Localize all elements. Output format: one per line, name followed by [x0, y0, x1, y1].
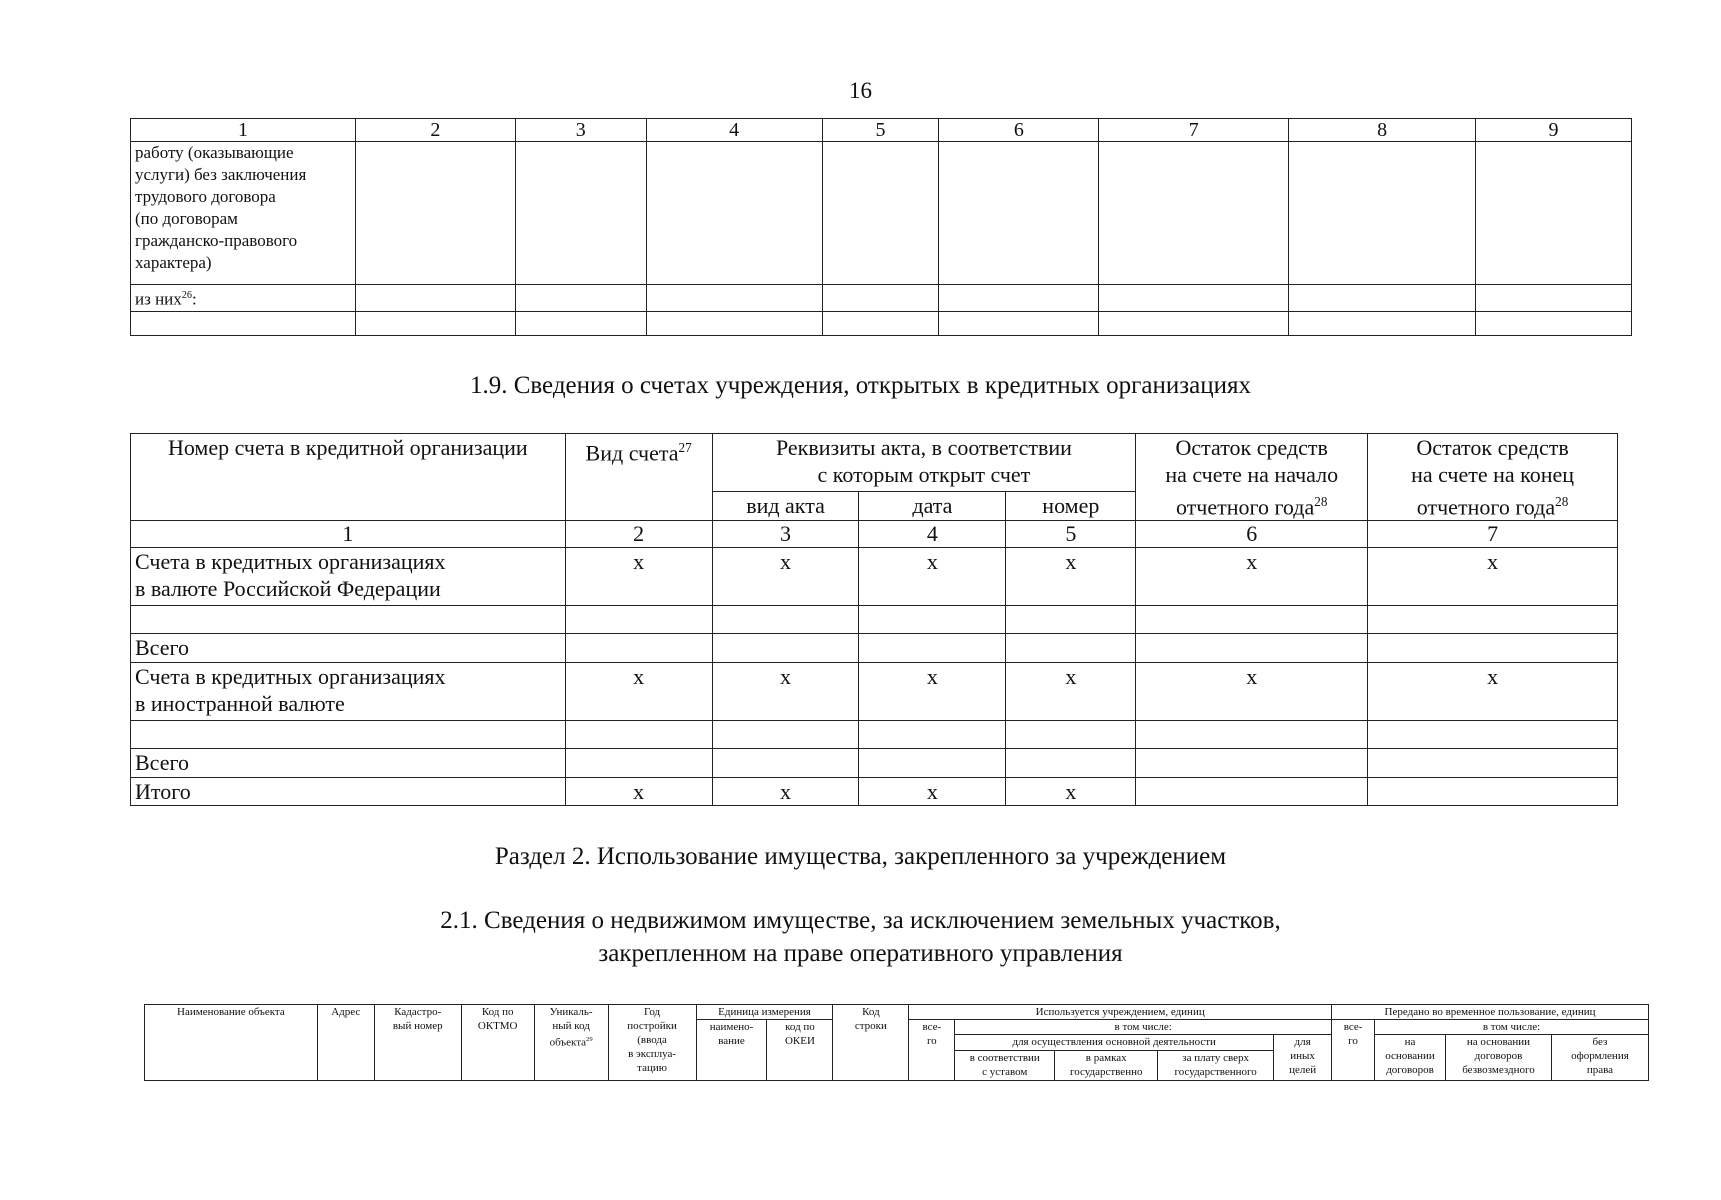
x-mark: х — [712, 548, 859, 606]
header-state-task: в рамках государственно — [1055, 1051, 1158, 1081]
x-mark: х — [565, 548, 712, 606]
x-mark: х — [1006, 778, 1136, 806]
table-row — [131, 285, 1632, 312]
header-main-activity: для осуществления основной деятельности — [955, 1035, 1274, 1051]
table-row — [131, 606, 1618, 634]
col-number: 2 — [355, 119, 515, 142]
header-act-date: дата — [859, 491, 1006, 520]
table-row — [131, 142, 1632, 285]
bank-accounts-table — [130, 433, 1618, 806]
col-number: 7 — [1099, 119, 1289, 142]
col-number: 3 — [712, 521, 859, 548]
col-number: 3 — [515, 119, 646, 142]
staff-table-continuation — [130, 118, 1632, 336]
x-mark: х — [712, 663, 859, 721]
header-account-number: Номер счета в кредитной организации — [131, 434, 566, 521]
col-number: 4 — [859, 521, 1006, 548]
row-label: из них$^{26}$: — [131, 285, 356, 312]
col-number: 2 — [565, 521, 712, 548]
row-label: Счета в кредитных организациях в валюте Российской Федерации — [131, 548, 566, 606]
header-incl-2: в том числе: — [1375, 1020, 1649, 1035]
header-act-number: номер — [1006, 491, 1136, 520]
table-header-row — [145, 1005, 1649, 1020]
header-balance-start: Остаток средств на счете на начало отчетного года$^{28}$ — [1136, 434, 1368, 521]
col-number: 4 — [646, 119, 822, 142]
table-header-row — [131, 434, 1618, 492]
header-incl: в том числе: — [955, 1020, 1332, 1035]
col-number: 7 — [1368, 521, 1618, 548]
col-number: 9 — [1476, 119, 1632, 142]
row-label: Итого — [131, 778, 566, 806]
section-title-2: Раздел 2. Использование имущества, закрепленного за учреждением — [494, 843, 1227, 870]
table-row — [131, 663, 1618, 721]
col-number: 5 — [1006, 521, 1136, 548]
header-charter: в соответствии с уставом — [955, 1051, 1055, 1081]
table-row — [131, 721, 1618, 749]
col-number: 8 — [1289, 119, 1476, 142]
header-unit-name: наимено- вание — [696, 1020, 767, 1081]
table-row — [131, 634, 1618, 663]
col-number: 1 — [131, 119, 356, 142]
page-number: 16 — [849, 78, 872, 103]
col-number: 5 — [822, 119, 939, 142]
table-row — [131, 548, 1618, 606]
col-number: 6 — [1136, 521, 1368, 548]
x-mark: х — [859, 548, 1006, 606]
header-balance-end: Остаток средств на счете на конец отчетного года$^{28}$ — [1368, 434, 1618, 521]
header-free-contracts: на основании договоров безвозмездного — [1446, 1035, 1552, 1081]
row-label: Всего — [131, 634, 566, 663]
x-mark: х — [565, 663, 712, 721]
header-act-requisites: Реквизиты акта, в соответствии с которым открыт счет — [712, 434, 1136, 492]
section-subtitle-2-1: 2.1. Сведения о недвижимом имуществе, за исключением земельных участков, закрепленном на праве оперативного управления — [440, 907, 1281, 967]
x-mark: х — [859, 778, 1006, 806]
x-mark: х — [1368, 548, 1618, 606]
x-mark: х — [1368, 663, 1618, 721]
header-transferred: Передано во временное пользование, единиц — [1332, 1005, 1649, 1020]
header-cadastral: Кадастро- вый номер — [374, 1005, 461, 1081]
x-mark: х — [1006, 548, 1136, 606]
real-estate-table — [144, 1004, 1649, 1081]
header-transferred-total: все- го — [1332, 1020, 1375, 1081]
header-row-code: Код строки — [833, 1005, 909, 1081]
header-account-type: Вид счета$^{27}$ — [565, 434, 712, 521]
header-unit: Единица измерения — [696, 1005, 833, 1020]
header-object-name: Наименование объекта — [145, 1005, 318, 1081]
row-label: Всего — [131, 749, 566, 778]
header-other: для иных целей — [1274, 1035, 1332, 1081]
header-unit-okei: код по ОКЕИ — [767, 1020, 833, 1081]
row-label: Счета в кредитных организациях в иностранной валюте — [131, 663, 566, 721]
x-mark: х — [565, 778, 712, 806]
header-used: Используется учреждением, единиц — [909, 1005, 1332, 1020]
x-mark: х — [712, 778, 859, 806]
x-mark: х — [1136, 663, 1368, 721]
header-used-total: все- го — [909, 1020, 955, 1081]
table-header-row — [131, 119, 1632, 142]
header-address: Адрес — [317, 1005, 374, 1081]
header-paid: за плату сверх государственного — [1158, 1051, 1274, 1081]
x-mark: х — [1136, 548, 1368, 606]
header-no-rights: без оформления права — [1551, 1035, 1648, 1081]
header-act-type: вид акта — [712, 491, 859, 520]
table-row — [131, 749, 1618, 778]
x-mark: х — [1006, 663, 1136, 721]
table-row — [131, 778, 1618, 806]
row-label: работу (оказывающие услуги) без заключения трудового договора (по договорам гражданско-правового характера) — [131, 142, 356, 285]
header-oktmo: Код по ОКТМО — [461, 1005, 534, 1081]
header-year-built: Год постройки (ввода в эксплуа- тацию — [608, 1005, 696, 1081]
x-mark: х — [859, 663, 1006, 721]
column-number-row — [131, 521, 1618, 548]
col-number: 1 — [131, 521, 566, 548]
col-number: 6 — [939, 119, 1099, 142]
table-row — [131, 311, 1632, 335]
section-title-1-9: 1.9. Сведения о счетах учреждения, открытых в кредитных организациях — [469, 372, 1252, 399]
header-on-contracts: на основании договоров — [1375, 1035, 1446, 1081]
header-unique-code: Уникаль- ный код объекта$^{29}$ — [534, 1005, 608, 1081]
